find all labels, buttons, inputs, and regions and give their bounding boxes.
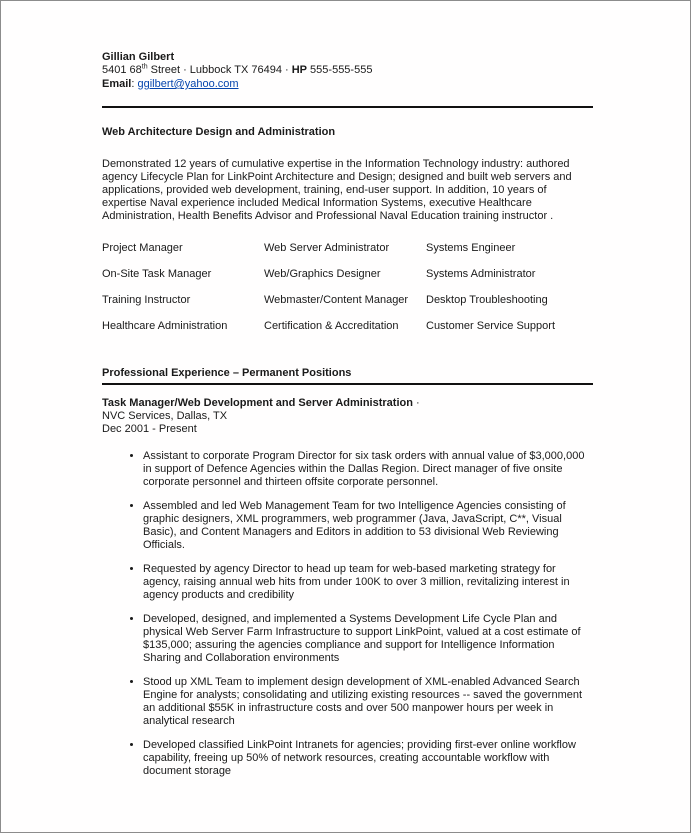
skill-item: Webmaster/Content Manager	[264, 294, 409, 306]
experience-section-title: Professional Experience – Permanent Positions	[102, 367, 352, 379]
experience-bullets	[102, 450, 593, 778]
skill-item: Systems Engineer	[426, 242, 516, 254]
skill-item: Systems Administrator	[426, 268, 536, 280]
skill-item: Project Manager	[102, 242, 183, 254]
person-name: Gillian Gilbert	[102, 51, 175, 63]
skill-item: Certification & Accreditation	[264, 320, 399, 332]
summary-section-title: Web Architecture Design and Administration	[102, 126, 336, 138]
bullet-item: • Assembled and led Web Management Team for two Intelligence Agencies consisting of graphic designers, XML programmers, web programmer (Java, JavaScript, C**, Visual Basic), and Content Managers and Editors in addition to 53 divisional Web Reviewing Officials.	[143, 500, 593, 552]
email-separator: :	[131, 78, 138, 90]
email-link[interactable]: ggilbert@yahoo.com	[137, 78, 239, 90]
city-state-zip: Street · Lubbock TX 76494 ·	[147, 64, 292, 76]
bullet-item: • Assistant to corporate Program Director for six task orders with annual value of $3,000,000 in support of Defence Agencies within the Dallas Region. Direct manager of five onsite corporate personnel and thirteen offsite corporate personnel.	[143, 450, 593, 489]
section-divider	[102, 383, 593, 385]
summary-section	[102, 126, 593, 333]
job-dates: Dec 2001 - Present	[102, 423, 197, 435]
skill-item: Web/Graphics Designer	[264, 268, 381, 280]
job-title: Task Manager/Web Development and Server Administration	[102, 397, 413, 409]
email-line	[102, 78, 593, 91]
job-company: NVC Services, Dallas, TX	[102, 410, 228, 422]
bullet-item: • Stood up XML Team to implement design development of XML-enabled Advanced Search Engine for analysts; consolidating and utilizing existing resources -- saved the government an additional $55K in infrastructure costs and over 500 manpower hours per week in analytical research	[143, 676, 593, 728]
job-title-line	[102, 397, 593, 410]
skills-table	[102, 242, 593, 333]
ordinal-suffix: th	[141, 63, 148, 71]
email-label: Email	[102, 78, 132, 90]
skill-item: Customer Service Support	[426, 320, 555, 332]
skill-item: Desktop Troubleshooting	[426, 294, 548, 306]
address-line	[102, 64, 593, 77]
resume-content	[102, 51, 593, 778]
skill-item: Healthcare Administration	[102, 320, 228, 332]
job-title-suffix: ·	[412, 397, 420, 409]
summary-paragraph: Demonstrated 12 years of cumulative expertise in the Information Technology industry: authored agency Lifecycle Plan for LinkPoint Architecture and Design; designed and built web servers and applications, provided web development, training, end-user support. In addition, 10 years of expertise Naval experience included Medical Information Systems, executive Healthcare Administration, Health Benefits Advisor and Professional Naval Education training instructor .	[102, 158, 572, 222]
contact-header	[102, 51, 593, 91]
bullet-item: • Developed classified LinkPoint Intranets for agencies; providing first-ever online workflow capability, freeing up 50% of network resources, creating accountable workflow with document storage	[143, 739, 593, 778]
skill-item: On-Site Task Manager	[102, 268, 212, 280]
skill-item: Training Instructor	[102, 294, 191, 306]
section-divider	[102, 106, 593, 108]
phone-label: HP	[291, 64, 307, 76]
skill-item: Web Server Administrator	[264, 242, 390, 254]
bullet-item: • Developed, designed, and implemented a Systems Development Life Cycle Plan and physical Web Server Farm Infrastructure to support LinkPoint, valued at a cost estimate of $135,000; assuring the agencies compliance and support for Intelligence Information Sharing and Collaboration environments	[143, 613, 593, 665]
phone-number: 555-555-555	[307, 64, 373, 76]
bullet-item: • Requested by agency Director to head up team for web-based marketing strategy for agency, raising annual web hits from under 100K to over 3 million, revitalizing interest in agency products and credibility	[143, 563, 593, 602]
street-address: 5401 68	[102, 64, 142, 76]
job-block	[102, 397, 593, 436]
experience-section	[102, 367, 593, 778]
